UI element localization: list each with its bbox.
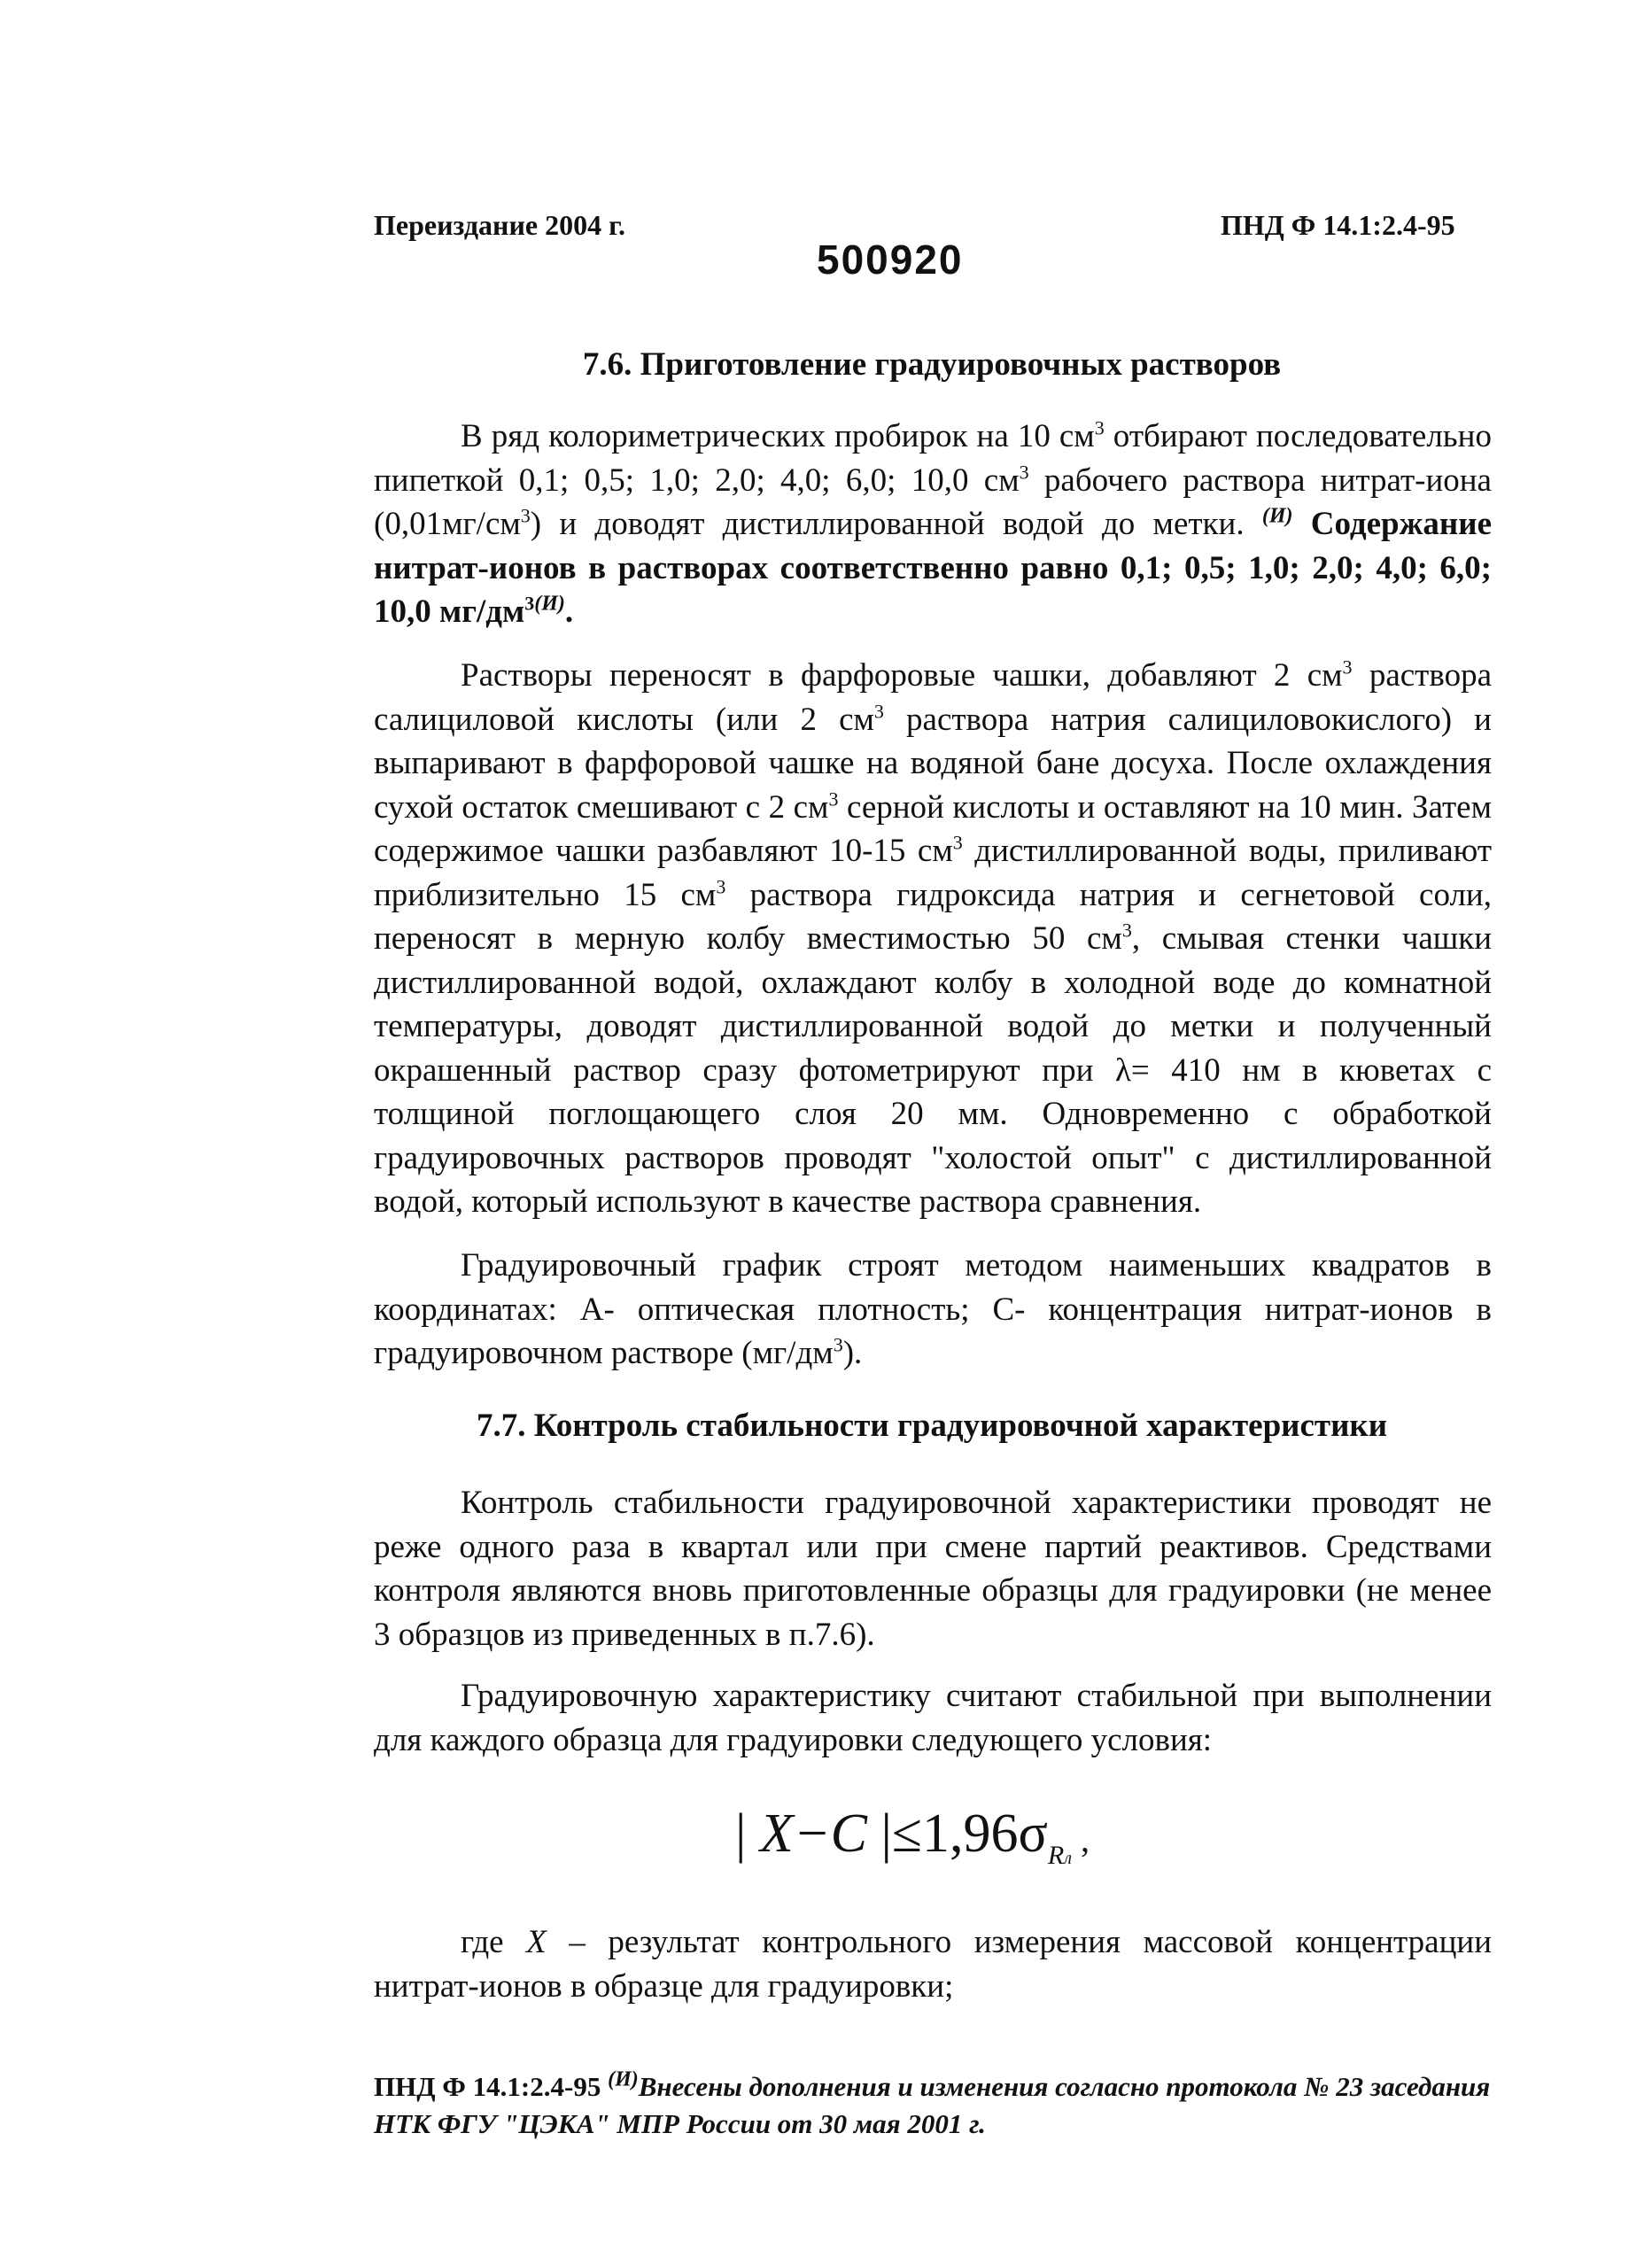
document-number: 500920 — [817, 237, 964, 283]
amendment-mark: (И) — [608, 2067, 639, 2091]
amendment-mark: (И) — [534, 592, 565, 616]
paragraph-7-6-3: Градуировочный график строят методом наименьших квадратов в координатах: А- оптическая плотность; С- концентрация нитрат-ионов в градуировочном растворе $(мг/дм^3)$. — [374, 1247, 1492, 1371]
paragraph-7-7-3: где X – результат контрольного измерения массовой концентрации нитрат-ионов в образце для градуировки; — [374, 1924, 1492, 2005]
paragraph-7-7-2: Градуировочную характеристику считают стабильной при выполнении для каждого образца для градуировки следующего условия: — [374, 1678, 1492, 1758]
paragraph-7-6-2: Растворы переносят в фарфоровые чашки, добавляют 2 $см^3$ раствора салициловой кислоты (или 2 $см^3$ раствора натрия салициловокислого) и выпаривают в фарфоровой чашке на водяной бане досуха. После охлаждения сухой остаток смешивают с 2 $см^3$ серной кислоты и оставляют на 10 мин. Затем содержимое чашки разбавляют 10-15 $см^3$ дистиллированной воды, приливают приблизительно 15 $см^3$ раствора гидроксида натрия и сегнетовой соли, переносят в мерную колбу вместимостью 50 $см^3$, смывая стенки чашки дистиллированной водой, охлаждают колбу в холодной воде до комнатной температуры, доводят дистиллированной водой до метки и полученный окрашенный раствор сразу фотометрируют при λ= 410 нм в кюветах с толщиной поглощающего слоя 20 мм. Одновременно с обработкой градуировочных растворов проводят "холостой опыт" с дистиллированной водой, который используют в качестве раствора сравнения. — [374, 655, 1493, 1220]
paragraph-7-6-1: В ряд колориметрических пробирок на 10 $см^3$ отбирают последовательно пипеткой 0,1; 0,5; 1,0; 2,0; 4,0; 6,0; 10,0 $см^3$ рабочего раствора нитрат-иона $(0,01мг/см^3)$ и доводят дистиллированной водой до метки. $^{(И)}$ Содержание нитрат-ионов в растворах соответственно равно 0,1; 0,5; 1,0; 2,0; 4,0; 6,0; 10,0 $мг/дм^{3(И)}$. — [374, 416, 1492, 630]
document-code: ПНД Ф 14.1:2.4-95 — [1221, 209, 1455, 241]
reissue-label: Переиздание 2004 г. — [374, 209, 625, 241]
stability-formula: | X−C $|\le 1,96\sigma_{Rл}$ , — [735, 1803, 1090, 1870]
paragraph-7-7-1: Контроль стабильности градуировочной характеристики проводят не реже одного раза в квартал или при смене партий реактивов. Средствами контроля являются вновь приготовленные образцы для градуировки (не менее 3 образцов из приведенных в п.7.6). — [374, 1485, 1492, 1653]
section-7-6-title: 7.6. Приготовление градуировочных растворов — [582, 346, 1282, 383]
amendment-mark: (И) — [1261, 504, 1293, 528]
footnote: ПНД Ф 14.1:2.4-95 $^{(И)}$Внесены дополнения и изменения согласно протокола № 23 заседания НТК ФГУ "ЦЭКА" МПР России от 30 мая 2001 г. — [374, 2067, 1491, 2139]
section-7-7-title: 7.7. Контроль стабильности градуировочной характеристики — [476, 1408, 1388, 1444]
